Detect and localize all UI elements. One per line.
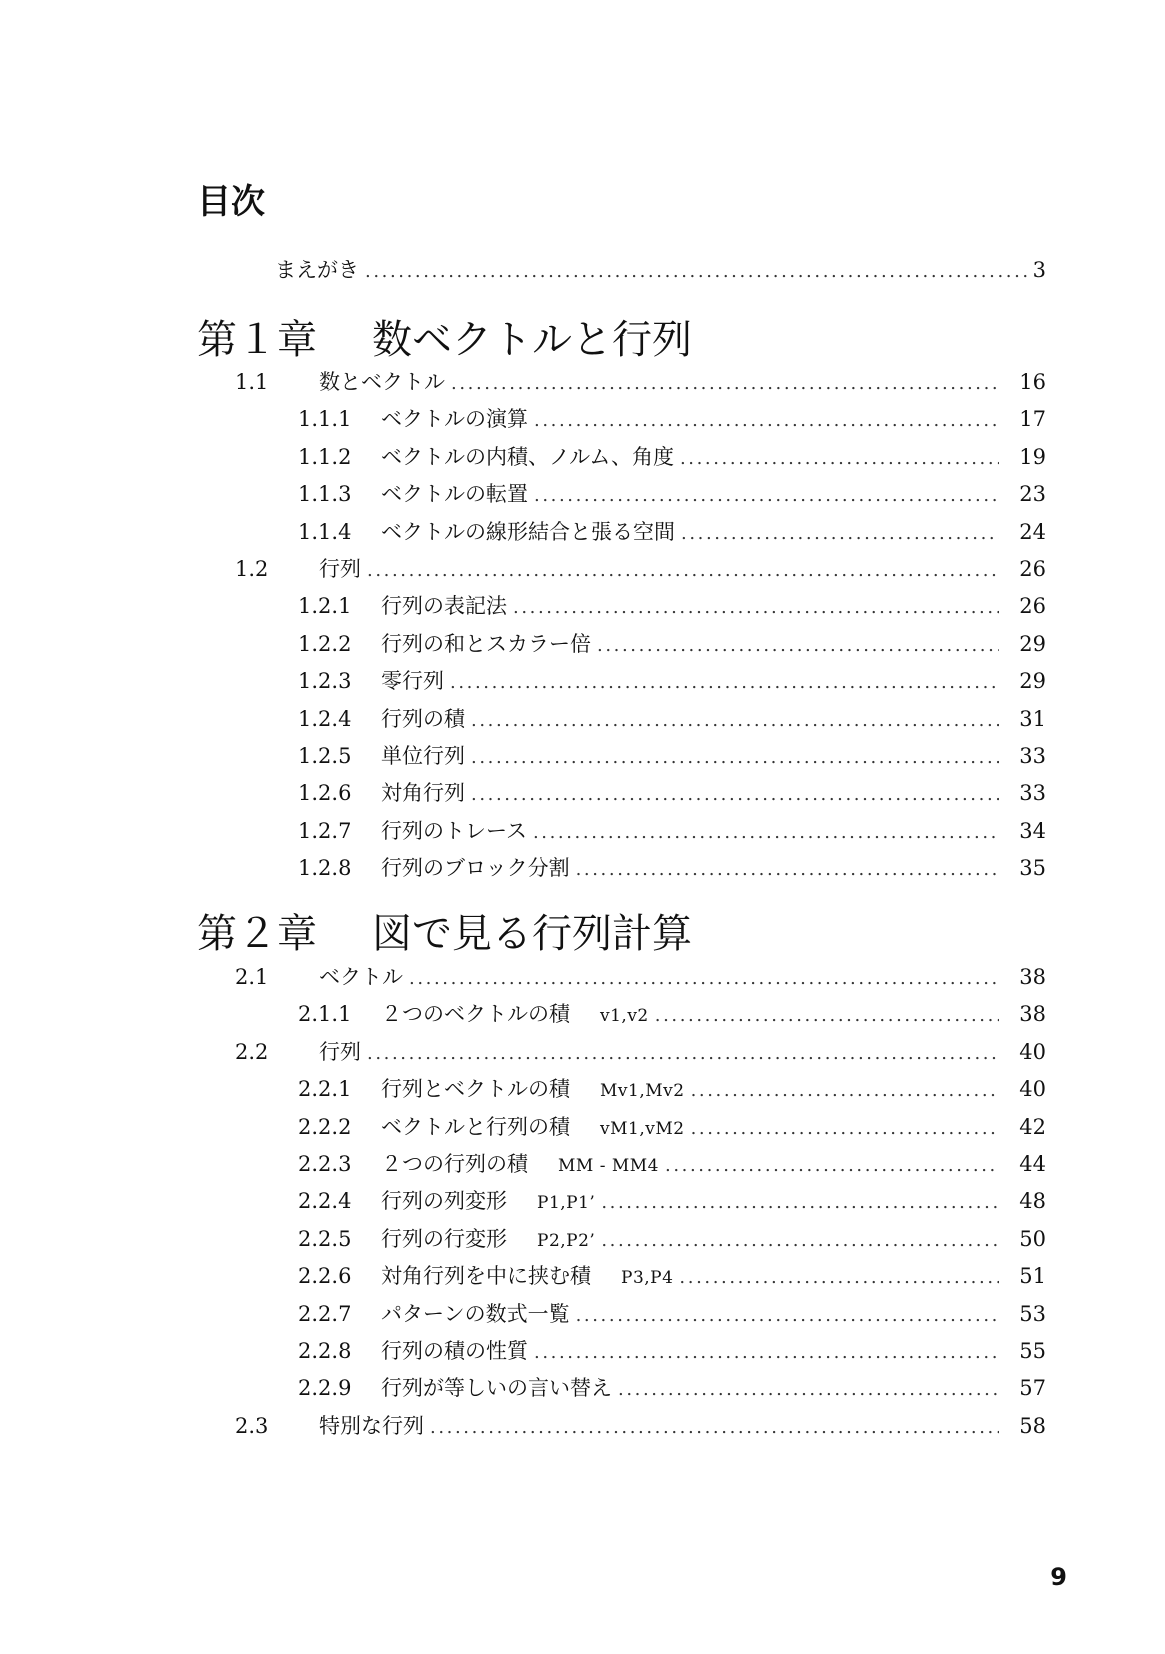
- toc-entry-title-wrap: [381, 516, 1005, 550]
- toc-entry-title: まえがき: [275, 258, 359, 282]
- toc-entry-page: 44: [1019, 1152, 1046, 1176]
- toc-entry-number: 2.1.1: [298, 1002, 352, 1026]
- toc-entry-page: 17: [1019, 407, 1046, 431]
- toc-entry-title-wrap: [381, 1298, 1005, 1332]
- toc-entry-title-wrap: [381, 1148, 1005, 1182]
- toc-entry-title-wrap: [381, 590, 1005, 624]
- toc-entry-title: ベクトルの演算: [381, 407, 528, 431]
- toc-entry-page: 38: [1019, 1002, 1046, 1026]
- toc-entry-page: 19: [1019, 445, 1046, 469]
- toc-entry-page: 26: [1019, 557, 1046, 581]
- toc-entry-title-wrap: [319, 553, 1005, 587]
- toc-entry-formula: P1,P1’: [537, 1193, 596, 1213]
- toc-entry-number: 2.2.1: [298, 1077, 352, 1101]
- toc-entry-page: 26: [1019, 594, 1046, 618]
- toc-entry-title: 単位行列: [381, 744, 465, 768]
- dot-leader: [576, 854, 999, 886]
- toc-entry-title: 行列の和とスカラー倍: [381, 632, 591, 656]
- toc-entry-title: 行列の積: [381, 707, 465, 731]
- toc-entry-title: ベクトルの線形結合と張る空間: [381, 520, 675, 544]
- toc-entry-formula: vM1,vM2: [600, 1119, 685, 1139]
- toc-entry-number: 1.2: [235, 557, 269, 581]
- toc-entry-title-wrap: [381, 441, 1005, 475]
- toc-entry-page: 34: [1019, 819, 1046, 843]
- toc-entry-page: 58: [1019, 1414, 1046, 1438]
- toc-entry-title: ベクトルの転置: [381, 482, 528, 506]
- toc-entry-title-wrap: [381, 478, 1005, 512]
- toc-entry-page: 16: [1019, 370, 1046, 394]
- toc-entry-number: 2.2.9: [298, 1376, 352, 1400]
- toc-entry-formula: MM - MM4: [558, 1156, 659, 1176]
- toc-entry-page: 29: [1019, 669, 1046, 693]
- toc-entry-title: 行列のトレース: [381, 819, 527, 843]
- toc-entry-title-wrap: [381, 815, 1005, 849]
- dot-leader: [691, 1113, 999, 1145]
- toc-entry-title-wrap: [275, 254, 1033, 288]
- chapter-heading: [197, 908, 692, 960]
- toc-entry-title-wrap: [319, 1036, 1005, 1070]
- dot-leader: [534, 480, 999, 512]
- toc-entry-number: 2.2.2: [298, 1115, 352, 1139]
- toc-entry-title: 数とベクトル: [319, 370, 445, 394]
- toc-entry-title-wrap: [381, 1073, 1005, 1107]
- dot-leader: [365, 256, 1027, 288]
- toc-entry-number: 2.2.8: [298, 1339, 352, 1363]
- dot-leader: [618, 1374, 999, 1406]
- toc-entry-page: 38: [1019, 965, 1046, 989]
- dot-leader: [691, 1075, 999, 1107]
- toc-entry-title: 対角行列を中に挟む積: [381, 1264, 591, 1288]
- dot-leader: [534, 1337, 999, 1369]
- toc-entry-title-wrap: [381, 403, 1005, 437]
- toc-entry-title-wrap: [381, 1335, 1005, 1369]
- toc-entry-title: ベクトル: [319, 965, 403, 989]
- toc-entry-title: ベクトルと行列の積: [381, 1115, 570, 1139]
- dot-leader: [471, 705, 999, 737]
- toc-entry-page: 51: [1019, 1264, 1046, 1288]
- toc-entry-page: 3: [1032, 258, 1046, 282]
- dot-leader: [680, 443, 999, 475]
- toc-entry-title-wrap: [381, 665, 1005, 699]
- toc-entry-page: 55: [1019, 1339, 1046, 1363]
- dot-leader: [655, 1000, 999, 1032]
- toc-entry-page: 23: [1019, 482, 1046, 506]
- toc-entry-page: 29: [1019, 632, 1046, 656]
- toc-entry-page: 33: [1019, 744, 1046, 768]
- toc-entry-number: 1.1.2: [298, 445, 352, 469]
- toc-entry-number: 1.1.3: [298, 482, 352, 506]
- dot-leader: [534, 405, 999, 437]
- toc-entry-page: 57: [1019, 1376, 1046, 1400]
- toc-entry-title: ２つの行列の積: [381, 1152, 528, 1176]
- dot-leader: [450, 667, 999, 699]
- toc-entry-formula: Mv1,Mv2: [600, 1081, 685, 1101]
- toc-entry-title: ベクトルの内積、ノルム、角度: [381, 445, 674, 469]
- toc-entry-title-wrap: [381, 628, 1005, 662]
- toc-entry-formula: P3,P4: [621, 1268, 674, 1288]
- toc-entry-number: 2.2.6: [298, 1264, 352, 1288]
- toc-entry-number: 2.2.7: [298, 1302, 352, 1326]
- toc-entry-title-wrap: [381, 740, 1005, 774]
- toc-entry-formula: P2,P2’: [537, 1231, 596, 1251]
- toc-entry-title-wrap: [319, 366, 1005, 400]
- toc-entry-number: 2.1: [235, 965, 269, 989]
- toc-entry-number: 2.3: [235, 1414, 269, 1438]
- toc-entry-title: 行列の積の性質: [381, 1339, 528, 1363]
- toc-entry-title: 特別な行列: [319, 1414, 424, 1438]
- toc-entry-title: 行列の列変形: [381, 1189, 507, 1213]
- toc-entry-page: 35: [1019, 856, 1046, 880]
- toc-entry-number: 1.1: [235, 370, 269, 394]
- toc-entry-number: 1.2.4: [298, 707, 352, 731]
- toc-entry-title: 零行列: [381, 669, 444, 693]
- chapter-title: 数ベクトルと行列: [372, 317, 692, 363]
- toc-entry-title-wrap: [381, 998, 1005, 1032]
- toc-entry-title: 行列の行変形: [381, 1227, 507, 1251]
- toc-entry-title: パターンの数式一覧: [381, 1302, 570, 1326]
- toc-entry-title-wrap: [319, 961, 1005, 995]
- toc-entry-title-wrap: [381, 703, 1005, 737]
- toc-entry-page: 50: [1019, 1227, 1046, 1251]
- toc-entry-title-wrap: [381, 1223, 1005, 1257]
- toc-entry-number: 2.2.3: [298, 1152, 352, 1176]
- toc-entry-title-wrap: [319, 1410, 1005, 1444]
- chapter-label: 第２章: [197, 911, 317, 957]
- dot-leader: [513, 592, 999, 624]
- page-number: 9: [1050, 1563, 1067, 1591]
- toc-entry-title-wrap: [381, 1260, 1005, 1294]
- toc-entry-title-wrap: [381, 777, 1005, 811]
- chapter-label: 第１章: [197, 317, 317, 363]
- toc-entry-page: 24: [1019, 520, 1046, 544]
- toc-entry-title: 行列の表記法: [381, 594, 507, 618]
- dot-leader: [409, 963, 999, 995]
- toc-entry-page: 53: [1019, 1302, 1046, 1326]
- dot-leader: [430, 1412, 999, 1444]
- toc-entry-page: 40: [1019, 1040, 1046, 1064]
- toc-entry-number: 2.2.4: [298, 1189, 352, 1213]
- dot-leader: [367, 555, 999, 587]
- toc-entry-page: 33: [1019, 781, 1046, 805]
- toc-entry-page: 40: [1019, 1077, 1046, 1101]
- toc-entry-number: 1.2.7: [298, 819, 352, 843]
- dot-leader: [367, 1038, 999, 1070]
- dot-leader: [679, 1262, 999, 1294]
- dot-leader: [451, 368, 999, 400]
- dot-leader: [601, 1187, 999, 1219]
- toc-entry-title: 行列が等しいの言い替え: [381, 1376, 612, 1400]
- toc-entry-page: 48: [1019, 1189, 1046, 1213]
- dot-leader: [665, 1150, 999, 1182]
- toc-entry-title-wrap: [381, 852, 1005, 886]
- chapter-heading: [197, 314, 692, 366]
- toc-entry-title: 対角行列: [381, 781, 465, 805]
- toc-entry-number: 1.1.4: [298, 520, 352, 544]
- toc-entry-page: 31: [1019, 707, 1046, 731]
- toc-entry-number: 1.2.2: [298, 632, 352, 656]
- dot-leader: [533, 817, 999, 849]
- toc-entry-formula: v1,v2: [600, 1006, 649, 1026]
- dot-leader: [471, 779, 999, 811]
- toc-entry-number: 1.2.5: [298, 744, 352, 768]
- toc-entry-title-wrap: [381, 1372, 1005, 1406]
- toc-entry-title: 行列のブロック分割: [381, 856, 570, 880]
- toc-entry-number: 2.2: [235, 1040, 269, 1064]
- dot-leader: [681, 518, 999, 550]
- toc-entry-title: 行列: [319, 557, 361, 581]
- toc-entry-number: 2.2.5: [298, 1227, 352, 1251]
- toc-entry-title: ２つのベクトルの積: [381, 1002, 570, 1026]
- toc-entry-title-wrap: [381, 1111, 1005, 1145]
- toc-entry-number: 1.2.8: [298, 856, 352, 880]
- dot-leader: [601, 1225, 999, 1257]
- toc-entry-number: 1.2.3: [298, 669, 352, 693]
- toc-entry-number: 1.1.1: [298, 407, 352, 431]
- toc-title: 目次: [197, 182, 265, 222]
- toc-entry-number: 1.2.1: [298, 594, 352, 618]
- toc-entry-title-wrap: [381, 1185, 1005, 1219]
- toc-entry-title: 行列とベクトルの積: [381, 1077, 570, 1101]
- dot-leader: [576, 1300, 999, 1332]
- toc-entry-number: 1.2.6: [298, 781, 352, 805]
- dot-leader: [471, 742, 999, 774]
- chapter-title: 図で見る行列計算: [372, 911, 692, 957]
- toc-entry-title: 行列: [319, 1040, 361, 1064]
- dot-leader: [597, 630, 999, 662]
- toc-entry-page: 42: [1019, 1115, 1046, 1139]
